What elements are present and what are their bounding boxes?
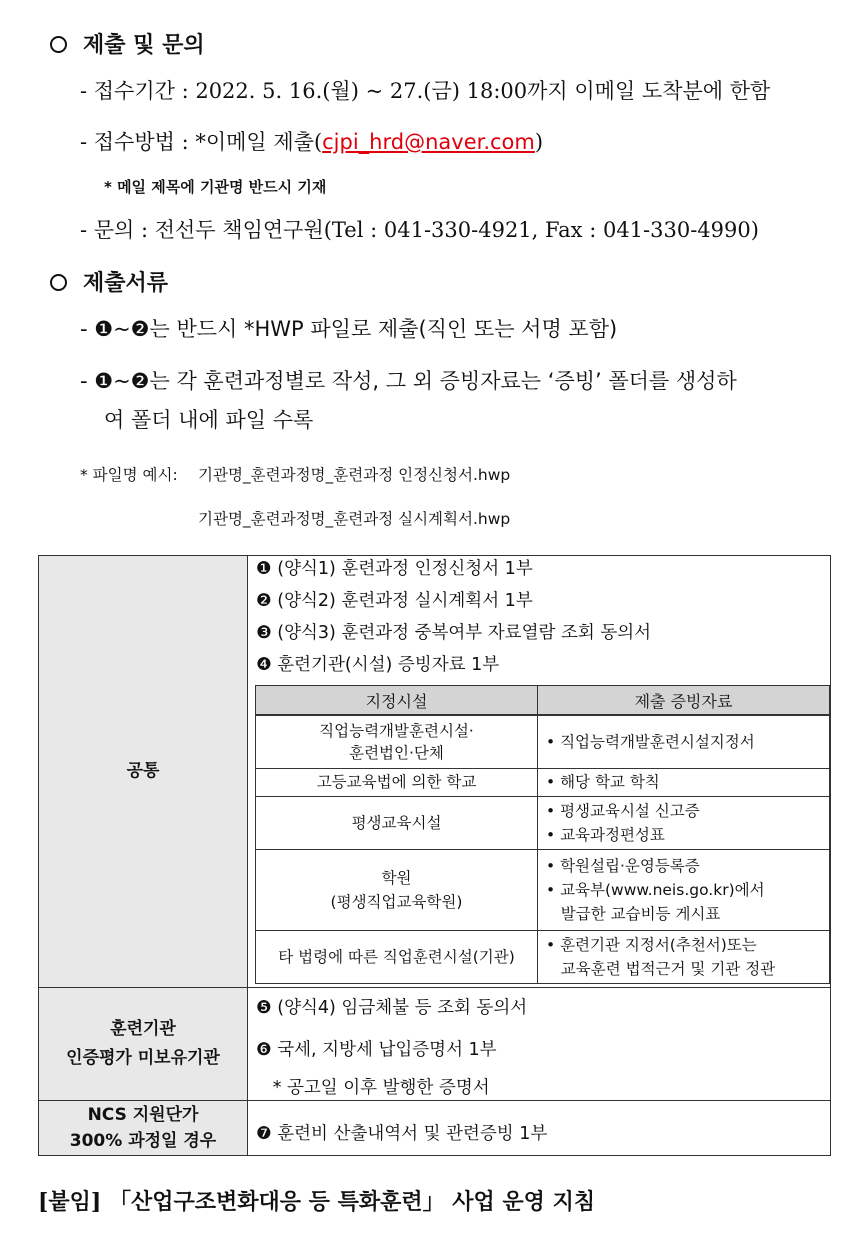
- facility-header: 지정시설: [256, 686, 537, 714]
- facility-row-5: [256, 931, 537, 983]
- docs-text: • 교육부(www.neis.go.kr)에서: [546, 880, 765, 899]
- method-prefix: - 접수방법 : *이메일 제출(: [80, 130, 323, 154]
- table-divider-vertical: [247, 556, 248, 1155]
- facility-text: 학원: [381, 868, 412, 887]
- common-item-2: ❷ (양식2) 훈련과정 실시계획서 1부: [256, 591, 533, 611]
- row2-label-line1: 훈련기관: [110, 1019, 176, 1040]
- facility-text: 고등교육법에 의한 학교: [316, 773, 477, 792]
- docs-text: • 훈련기관 지정서(추천서)또는: [546, 935, 757, 954]
- facility-row-1: [256, 716, 537, 768]
- row2-item-6: ❻ 국세, 지방세 납입증명서 1부: [256, 1040, 497, 1060]
- row3-label-line2: 300% 과정일 경우: [69, 1131, 217, 1151]
- row2-item-note: * 공고일 이후 발행한 증명서: [256, 1078, 490, 1098]
- filename-example-2: 기관명_훈련과정명_훈련과정 실시계획서.hwp: [198, 510, 511, 528]
- docs-text: • 평생교육시설 신고증: [546, 801, 700, 820]
- docs-row-5: [538, 931, 829, 983]
- docs-text: • 직업능력개발훈련시설지정서: [546, 732, 755, 751]
- docs-row-2: [538, 769, 829, 796]
- docs-row-1: [538, 716, 829, 768]
- section-title-submission: [50, 28, 205, 59]
- docs-text: • 교육과정편성표: [546, 826, 665, 844]
- row3-item-7: ❼ 훈련비 산출내역서 및 관련증빙 1부: [256, 1124, 548, 1144]
- circle-bullet-icon: [50, 274, 67, 291]
- row2-label-line2: 인증평가 미보유기관: [66, 1048, 220, 1068]
- facility-text: (평생직업교육학원): [330, 893, 463, 911]
- submission-period: - 접수기간 : 2022. 5. 16.(월) ~ 27.(금) 18:00까지 이메일 도착분에 한함: [80, 79, 771, 103]
- row2-label: [39, 988, 247, 1100]
- row3-label: [39, 1101, 247, 1155]
- docs-row-3: [538, 797, 829, 849]
- documents-line1: - ❶~❷는 반드시 *HWP 파일로 제출(직인 또는 서명 포함): [80, 317, 618, 341]
- table-divider-row1: [39, 987, 830, 988]
- method-suffix: ): [534, 130, 544, 154]
- row2-item-5: ❺ (양식4) 임금체불 등 조회 동의서: [256, 998, 528, 1018]
- row3-label-line1: NCS 지원단가: [87, 1104, 199, 1125]
- documents-line2a: - ❶~❷는 각 훈련과정별로 작성, 그 외 증빙자료는 ‘증빙’ 폴더를 생성하: [80, 369, 737, 393]
- docs-text: • 해당 학교 학칙: [546, 773, 660, 792]
- filename-example-1: 기관명_훈련과정명_훈련과정 인정신청서.hwp: [198, 466, 511, 484]
- attachment-footer: [붙임] 「산업구조변화대응 등 특화훈련」 사업 운영 지침: [38, 1189, 596, 1215]
- facility-text: 평생교육시설: [351, 813, 442, 832]
- common-item-3: ❸ (양식3) 훈련과정 중복여부 자료열람 조회 동의서: [256, 623, 652, 643]
- docs-row-4: [538, 850, 829, 930]
- documents-line2b: 여 폴더 내에 파일 수록: [104, 408, 314, 432]
- common-label: 공통: [39, 556, 247, 987]
- facility-text: 훈련법인·단체: [349, 744, 444, 762]
- submission-method: [80, 126, 543, 156]
- mail-note: * 메일 제목에 기관명 반드시 기재: [104, 178, 327, 196]
- section1-title-text: 제출 및 문의: [83, 32, 205, 58]
- common-item-1: ❶ (양식1) 훈련과정 인정신청서 1부: [256, 559, 533, 579]
- docs-text: 발급한 교습비등 게시표: [546, 905, 721, 923]
- facility-row-4: [256, 850, 537, 930]
- contact-info: - 문의 : 전선두 책임연구원(Tel : 041-330-4921, Fax : 041-330-4990): [80, 218, 759, 242]
- email-link[interactable]: cjpi_hrd@naver.com: [322, 130, 535, 154]
- section2-title-text: 제출서류: [83, 270, 169, 296]
- circle-bullet-icon: [50, 36, 67, 53]
- docs-text: • 학원설립·운영등록증: [546, 856, 700, 875]
- common-item-4: ❹ 훈련기관(시설) 증빙자료 1부: [256, 655, 500, 675]
- docs-text: 교육훈련 법적근거 및 기관 정관: [546, 960, 776, 978]
- section-title-documents: [50, 266, 168, 297]
- facility-row-3: [256, 797, 537, 849]
- facility-row-2: [256, 769, 537, 796]
- docs-header: 제출 증빙자료: [538, 686, 829, 714]
- table-divider-row2: [39, 1100, 830, 1101]
- facility-text: 직업능력개발훈련시설·: [319, 721, 474, 740]
- facility-text: 타 법령에 따른 직업훈련시설(기관): [278, 947, 515, 966]
- filename-label: * 파일명 예시:: [80, 466, 178, 484]
